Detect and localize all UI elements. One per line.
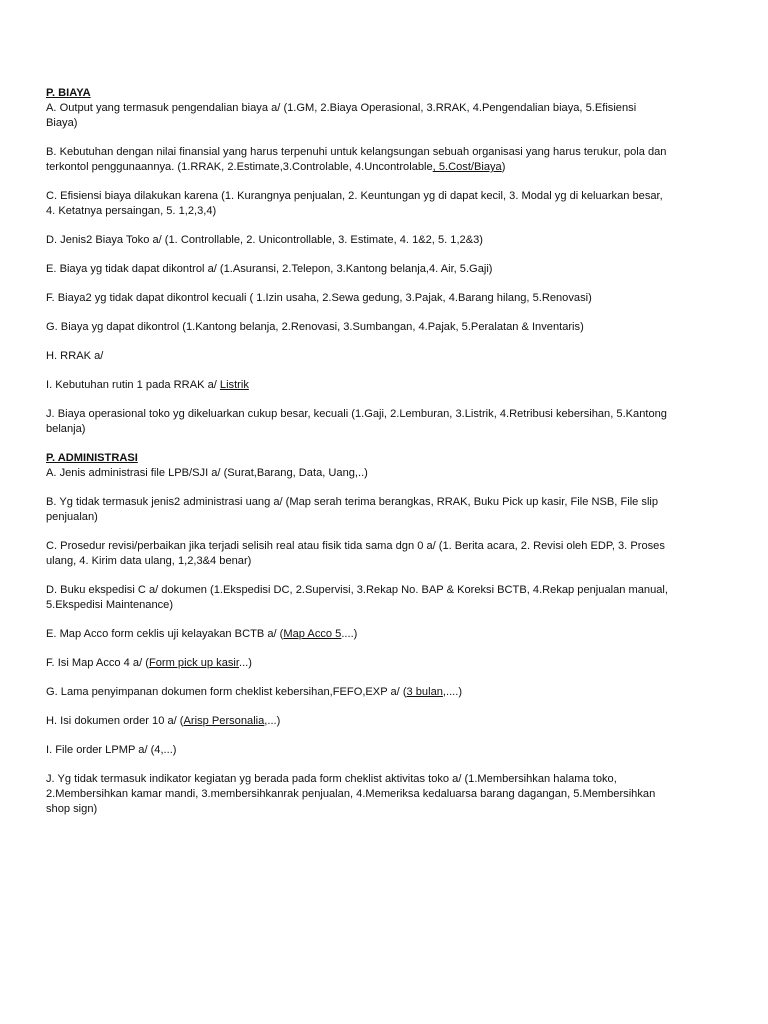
item-text: H. Isi dokumen order 10 a/ ( <box>46 715 184 727</box>
item-text: C. Efisiensi biaya dilakukan karena (1. Kurangnya penjualan, 2. Keuntungan yg di dapat kecil, 3. Modal yg di keluarkan besar, 4. Ketatnya persaingan, 5. 1,2,3,4) <box>46 190 663 217</box>
list-item-admin-f <box>46 656 670 671</box>
list-item-admin-h <box>46 714 670 729</box>
item-text: G. Lama penyimpanan dokumen form cheklist kebersihan,FEFO,EXP a/ ( <box>46 686 407 698</box>
item-text: B. Kebutuhan dengan nilai finansial yang harus terpenuhi untuk kelangsungan sebuah organisasi yang harus terukur, pola dan terkontol penggunaannya. (1.RRAK, 2.Estimate,3.Controlable, 4.Uncontrolable <box>46 146 667 173</box>
item-text: F. Biaya2 yg tidak dapat dikontrol kecuali ( 1.Izin usaha, 2.Sewa gedung, 3.Pajak, 4.Barang hilang, 5.Renovasi) <box>46 292 592 304</box>
list-item-biaya-d <box>46 233 670 248</box>
list-item-admin-a <box>46 466 670 481</box>
section-title-administrasi: P. ADMINISTRASI <box>46 452 138 464</box>
list-item-biaya-e <box>46 262 670 277</box>
item-underlined-text: , 5.Cost/Biaya <box>432 161 502 173</box>
item-text-end: ) <box>501 161 506 173</box>
item-underlined-text: Map Acco 5 <box>283 628 342 640</box>
list-item-admin-b <box>46 495 670 525</box>
item-text: E. Map Acco form ceklis uji kelayakan BCTB a/ ( <box>46 628 284 640</box>
item-text: B. Yg tidak termasuk jenis2 administrasi uang a/ (Map serah terima berangkas, RRAK, Buku Pick up kasir, File NSB, File slip penjualan) <box>46 496 659 523</box>
item-text: D. Buku ekspedisi C a/ dokumen (1.Ekspedisi DC, 2.Supervisi, 3.Rekap No. BAP & Koreksi BCTB, 4.Rekap penjualan manual, 5.Ekspedisi Maintenance) <box>46 584 668 611</box>
item-text: F. Isi Map Acco 4 a/ ( <box>46 657 149 669</box>
item-text: G. Biaya yg dapat dikontrol (1.Kantong belanja, 2.Renovasi, 3.Sumbangan, 4.Pajak, 5.Peralatan & Inventaris) <box>46 321 584 333</box>
item-text: H. RRAK a/ <box>46 350 104 362</box>
list-item-biaya-f <box>46 291 670 306</box>
item-text: A. Jenis administrasi file LPB/SJI a/ (Surat,Barang, Data, Uang,..) <box>46 467 368 479</box>
item-underlined-text: Form pick up kasir <box>148 657 239 669</box>
item-text: C. Prosedur revisi/perbaikan jika terjadi selisih real atau fisik tida sama dgn 0 a/ (1. Berita acara, 2. Revisi oleh EDP, 3. Proses ulang, 4. Kirim data ulang, 1,2,3&4 benar) <box>46 540 665 567</box>
item-text-end: ,...) <box>264 715 281 727</box>
list-item-admin-e <box>46 627 670 642</box>
list-item-biaya-c <box>46 189 670 219</box>
section-title-biaya: P. BIAYA <box>46 87 91 99</box>
item-text: E. Biaya yg tidak dapat dikontrol a/ (1.Asuransi, 2.Telepon, 3.Kantong belanja,4. Air, 5.Gaji) <box>46 263 493 275</box>
section-biaya <box>46 86 670 437</box>
list-item-biaya-i <box>46 378 670 393</box>
section-administrasi <box>46 451 670 817</box>
item-text: J. Yg tidak termasuk indikator kegiatan yg berada pada form cheklist aktivitas toko a/ (1.Membersihkan halama toko, 2.Membersihkan kamar mandi, 3.membersihkanrak penjualan, 4.Memeriksa kedaluarsa barang dagangan, 5.Membersihkan shop sign) <box>46 773 656 815</box>
list-item-admin-c <box>46 539 670 569</box>
list-item-admin-j <box>46 772 670 817</box>
list-item-biaya-h <box>46 349 670 364</box>
list-item-biaya-j <box>46 407 670 437</box>
item-text-end: ,....) <box>442 686 463 698</box>
item-underlined-text: 3 bulan <box>406 686 443 698</box>
item-underlined-text: Arisp Personalia <box>183 715 265 727</box>
document-page <box>46 86 670 831</box>
list-item-biaya-b <box>46 145 670 175</box>
item-text-end: ....) <box>341 628 358 640</box>
list-item-biaya-g <box>46 320 670 335</box>
item-text: D. Jenis2 Biaya Toko a/ (1. Controllable, 2. Unicontrollable, 3. Estimate, 4. 1&2, 5. 1,2&3) <box>46 234 483 246</box>
item-text: I. Kebutuhan rutin 1 pada RRAK a/ <box>46 379 220 391</box>
list-item-admin-g <box>46 685 670 700</box>
item-underlined-text: Listrik <box>219 379 249 391</box>
list-item-biaya-a <box>46 101 670 131</box>
item-text: A. Output yang termasuk pengendalian biaya a/ (1.GM, 2.Biaya Operasional, 3.RRAK, 4.Pengendalian biaya, 5.Efisiensi Biaya) <box>46 102 637 129</box>
list-item-admin-i <box>46 743 670 758</box>
item-text-end: ...) <box>238 657 252 669</box>
item-text: J. Biaya operasional toko yg dikeluarkan cukup besar, kecuali (1.Gaji, 2.Lemburan, 3.Listrik, 4.Retribusi kebersihan, 5.Kantong belanja) <box>46 408 667 435</box>
item-text: I. File order LPMP a/ (4,...) <box>46 744 177 756</box>
list-item-admin-d <box>46 583 670 613</box>
